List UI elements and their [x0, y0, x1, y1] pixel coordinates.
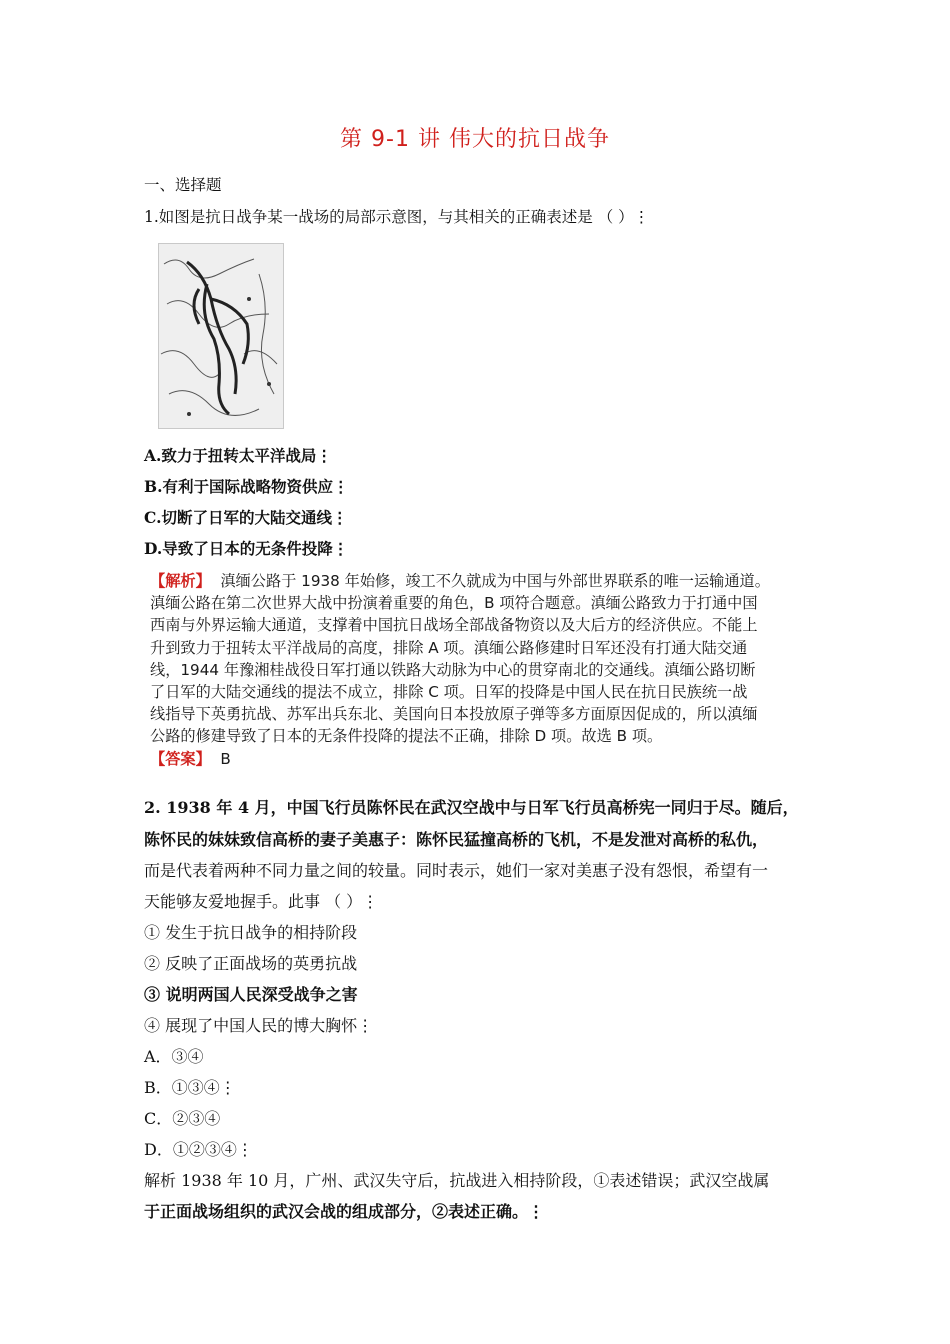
- analysis-line: 线，1944 年豫湘桂战役日军打通以铁路大动脉为中心的贯穿南北的交通线。滇缅公路切断: [150, 660, 756, 679]
- q2-stem-line: 天能够友爱地握手。此事 （ ）⋮: [144, 892, 379, 911]
- analysis-line: 滇缅公路在第二次世界大战中扮演着重要的角色，B 项符合题意。滇缅公路致力于打通中国: [150, 594, 758, 613]
- q2-analysis-line: 于正面战场组织的武汉会战的组成部分，②表述正确。⋮: [144, 1202, 545, 1221]
- q2-option-a: A．③④: [144, 1047, 204, 1066]
- q2-item: ① 发生于抗日战争的相持阶段: [144, 923, 358, 942]
- q1-option-c: C.切断了日军的大陆交通线⋮: [144, 508, 348, 527]
- q2-stem-line: 而是代表着两种不同力量之间的较量。同时表示，她们一家对美惠子没有怨恨，希望有一: [144, 861, 769, 880]
- analysis-line: 了日军的大陆交通线的提法不成立，排除 C 项。日军的投降是中国人民在抗日民族统一战: [150, 682, 748, 701]
- q2-analysis-line: 解析 1938 年 10 月，广州、武汉失守后，抗战进入相持阶段，①表述错误；武汉空战属: [144, 1171, 770, 1190]
- map-sketch: [159, 244, 283, 428]
- q2-option-b: B．①③④⋮: [144, 1078, 236, 1097]
- q1-analysis: [150, 570, 790, 770]
- q1-stem: 1.如图是抗日战争某一战场的局部示意图，与其相关的正确表述是 （ ）⋮: [144, 208, 650, 226]
- analysis-line: 升到致力于扭转太平洋战局的高度，排除 A 项。滇缅公路修建时日军还没有打通大陆交通: [150, 638, 748, 657]
- q2-item: ③ 说明两国人民深受战争之害: [144, 985, 358, 1004]
- analysis-line: 西南与外界运输大通道，支撑着中国抗日战场全部战备物资以及大后方的经济供应。不能上: [150, 616, 758, 635]
- battlefield-map-image: [158, 243, 284, 429]
- q2-item: ② 反映了正面战场的英勇抗战: [144, 954, 358, 973]
- q2-stem-line: 陈怀民的妹妹致信高桥的妻子美惠子：陈怀民猛撞高桥的飞机，不是发泄对高桥的私仇，: [144, 830, 769, 849]
- analysis-line: 公路的修建导致了日本的无条件投降的提法不正确，排除 D 项。故选 B 项。: [150, 727, 663, 746]
- analysis-line: 滇缅公路于 1938 年始修，竣工不久就成为中国与外部世界联系的唯一运输通道。: [220, 572, 770, 590]
- q2-item: ④ 展现了中国人民的博大胸怀⋮: [144, 1016, 374, 1035]
- q2-option-c: C．②③④: [144, 1109, 221, 1128]
- analysis-tag: 【解析】: [150, 572, 211, 590]
- q1-option-a: A.致力于扭转太平洋战局⋮: [144, 446, 332, 465]
- q1-option-d: D.导致了日本的无条件投降⋮: [144, 539, 349, 558]
- q2-stem-line: 2. 1938 年 4 月，中国飞行员陈怀民在武汉空战中与日军飞行员高桥宪一同归于尽。随后，: [144, 798, 799, 817]
- section-heading: 一、选择题: [144, 176, 222, 194]
- page-title: 第 9-1 讲 伟大的抗日战争: [340, 127, 610, 152]
- q1-option-b: B.有利于国际战略物资供应⋮: [144, 477, 349, 496]
- q2-option-d: D．①②③④⋮: [144, 1140, 253, 1159]
- answer-tag: 【答案】: [150, 749, 211, 768]
- answer-value: B: [220, 749, 231, 768]
- analysis-line: 线指导下英勇抗战、苏军出兵东北、美国向日本投放原子弹等多方面原因促成的，所以滇缅: [150, 705, 758, 724]
